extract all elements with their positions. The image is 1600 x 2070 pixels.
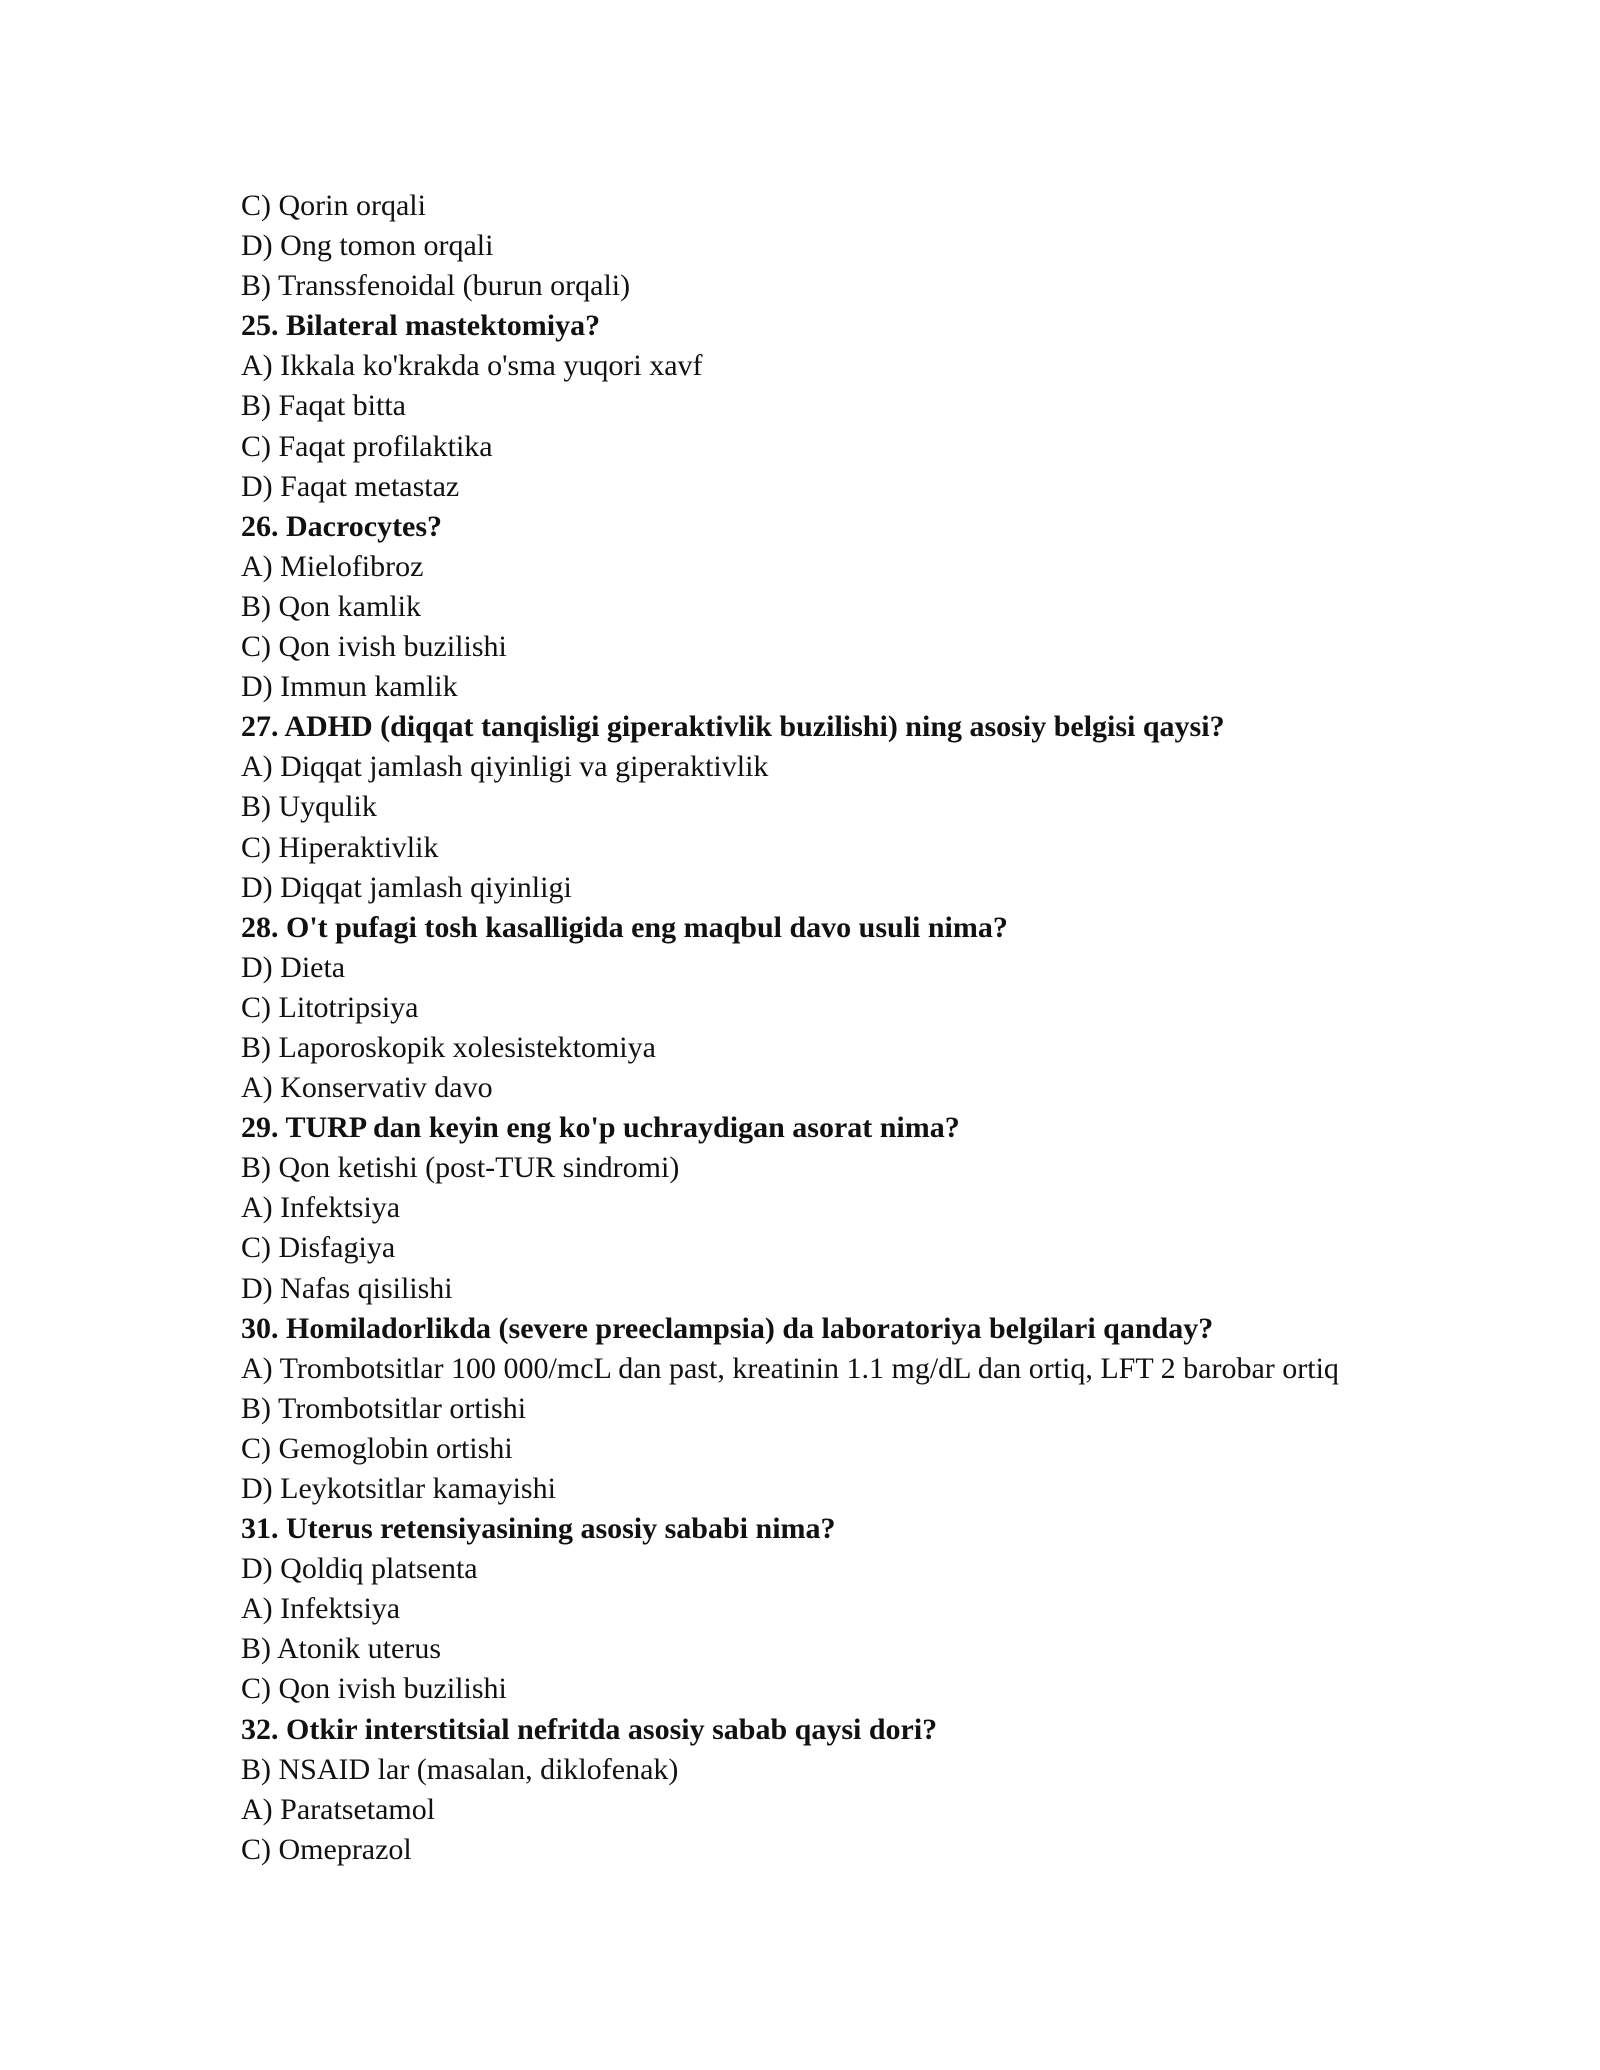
- option-line: D) Dieta: [241, 950, 346, 984]
- question-title: 26. Dacrocytes?: [241, 509, 443, 543]
- question-title: 31. Uterus retensiyasining asosiy sababi nima?: [241, 1512, 836, 1546]
- option-line: D) Faqat metastaz: [241, 469, 460, 503]
- option-line: C) Hiperaktivlik: [241, 830, 439, 864]
- option-line: B) Qon ketishi (post-TUR sindromi): [241, 1151, 680, 1185]
- question-title: 30. Homiladorlikda (severe preeclampsia) da laboratoriya belgilari qanday?: [241, 1311, 1214, 1345]
- option-line: B) NSAID lar (masalan, diklofenak): [241, 1752, 679, 1786]
- option-line: C) Disfagiya: [241, 1231, 396, 1265]
- option-line: D) Ong tomon orqali: [241, 229, 494, 263]
- option-line: B) Qon kamlik: [241, 589, 421, 623]
- option-line: B) Laporoskopik xolesistektomiya: [241, 1030, 656, 1064]
- option-line: A) Trombotsitlar 100 000/mcL dan past, kreatinin 1.1 mg/dL dan ortiq, LFT 2 barobar ortiq: [241, 1351, 1339, 1385]
- option-line: A) Infektsiya: [241, 1191, 401, 1225]
- question-title: 27. ADHD (diqqat tanqisligi giperaktivlik buzilishi) ning asosiy belgisi qaysi?: [241, 710, 1225, 744]
- option-line: D) Qoldiq platsenta: [241, 1552, 478, 1586]
- option-line: B) Uyqulik: [241, 790, 377, 824]
- option-line: C) Qorin orqali: [241, 189, 426, 222]
- option-line: B) Atonik uterus: [241, 1632, 441, 1666]
- option-line: A) Paratsetamol: [241, 1792, 436, 1826]
- option-line: A) Konservativ davo: [241, 1071, 493, 1105]
- option-line: B) Faqat bitta: [241, 389, 406, 423]
- option-line: C) Omeprazol: [241, 1832, 412, 1866]
- option-line: A) Infektsiya: [241, 1592, 401, 1626]
- option-line: B) Trombotsitlar ortishi: [241, 1391, 527, 1425]
- question-title: 25. Bilateral mastektomiya?: [241, 309, 601, 343]
- option-line: C) Qon ivish buzilishi: [241, 630, 507, 664]
- option-line: D) Immun kamlik: [241, 670, 458, 704]
- option-line: C) Litotripsiya: [241, 990, 419, 1024]
- option-line: D) Leykotsitlar kamayishi: [241, 1472, 556, 1505]
- option-line: C) Gemoglobin ortishi: [241, 1431, 513, 1465]
- option-line: D) Nafas qisilishi: [241, 1271, 453, 1305]
- question-title: 32. Otkir interstitsial nefritda asosiy sabab qaysi dori?: [241, 1712, 938, 1746]
- option-line: A) Diqqat jamlash qiyinligi va giperaktivlik: [241, 750, 769, 784]
- option-line: C) Faqat profilaktika: [241, 429, 493, 463]
- option-line: C) Qon ivish buzilishi: [241, 1672, 507, 1706]
- option-line: A) Ikkala ko'krakda o'sma yuqori xavf: [241, 349, 703, 383]
- question-title: 29. TURP dan keyin eng ko'p uchraydigan asorat nima?: [241, 1111, 960, 1145]
- question-title: 28. O't pufagi tosh kasalligida eng maqbul davo usuli nima?: [241, 910, 1008, 944]
- document-content: [241, 186, 1581, 1870]
- option-line: D) Diqqat jamlash qiyinligi: [241, 870, 572, 904]
- option-line: B) Transsfenoidal (burun orqali): [241, 269, 631, 303]
- option-line: A) Mielofibroz: [241, 549, 424, 583]
